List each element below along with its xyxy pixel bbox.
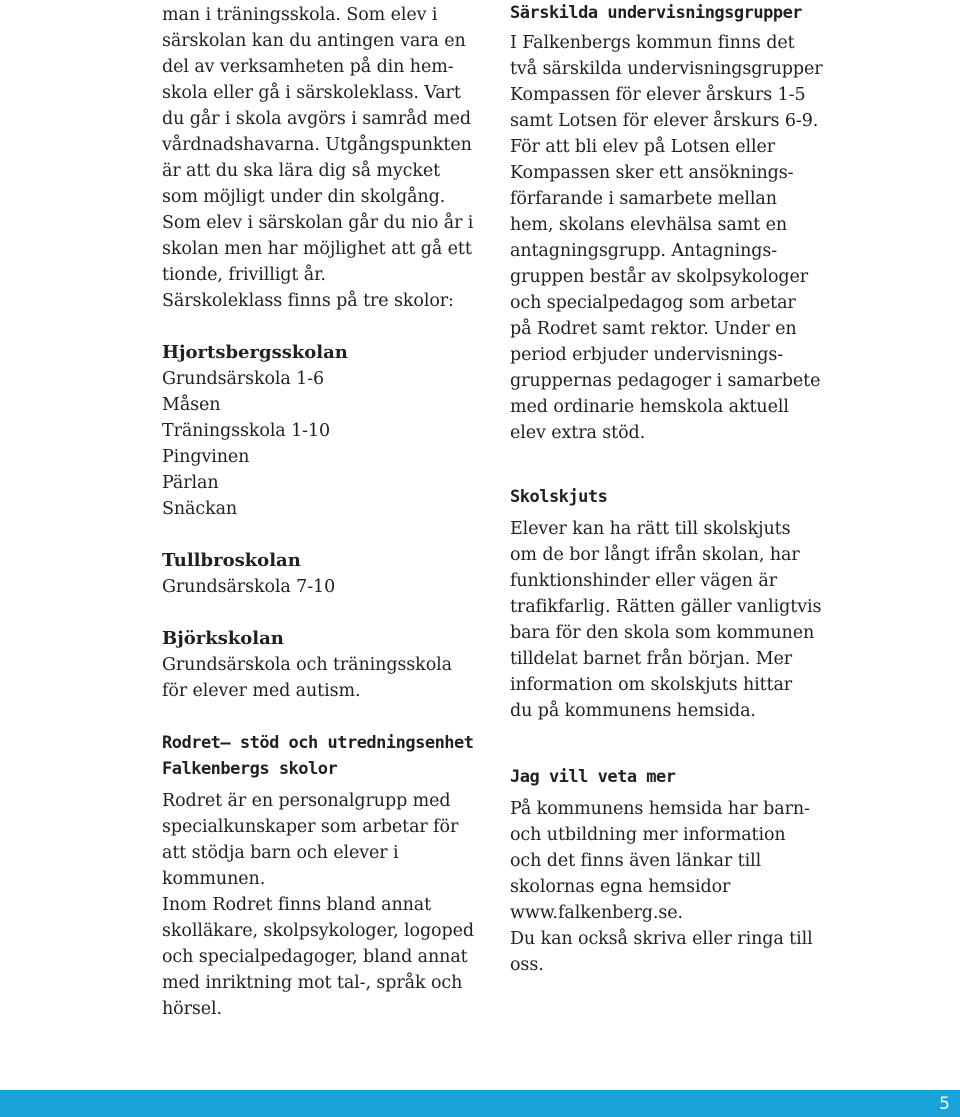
spacer <box>510 446 840 484</box>
groups-heading: Särskilda undervisningsgrupper <box>510 3 803 23</box>
groups-paragraph: I Falkenbergs kommun finns det två särskilda undervisningsgrupper Kompassen för elever årskurs 1-5 samt Lotsen för elever årskurs 6-9. För att bli elev på Lotsen eller Kompassen sker ett ansöknings- förfarande i samarbete mellan hem, skolans elevhälsa samt en antagningsgrupp. Antagnings- gruppen består av skolpsykologer och specialpedagog som arbetar på Rodret samt rektor. Under en period erbjuder undervisnings- gruppernas pedagoger i samarbete med ordinarie hemskola aktuell elev extra stöd. <box>510 33 823 443</box>
spacer <box>162 522 492 548</box>
rodret-heading: Rodret– stöd och utredningsenhet Falkenbergs skolor <box>162 733 474 779</box>
more-info-paragraph: På kommunens hemsida har barn- och utbildning mer information och det finns även länkar till skolornas egna hemsidor www.falkenberg.se. Du kan också skriva eller ringa till oss. <box>510 799 813 975</box>
transport-paragraph: Elever kan ha rätt till skolskjuts om de bor långt ifrån skolan, har funktionshinder eller vägen är trafikfarlig. Rätten gäller vanligtvis bara för den skola som kommunen tilldelat barnet från början. Mer information om skolskjuts hittar du på kommunens hemsida. <box>510 519 822 721</box>
school-name-tullbroskolan: Tullbroskolan <box>162 550 301 571</box>
spacer <box>162 600 492 626</box>
more-info-heading: Jag vill veta mer <box>510 767 676 787</box>
school-details-tullbroskolan: Grundsärskola 7-10 <box>162 577 336 597</box>
left-column <box>162 2 492 1022</box>
intro-paragraph: man i träningsskola. Som elev i särskolan kan du antingen vara en del av verksamheten på din hem- skola eller gå i särskoleklass. Vart du går i skola avgörs i samråd med vårdnadshavarna. Utgångspunkten är att du ska lära dig så mycket som möjligt under din skolgång. Som elev i särskolan går du nio år i skolan men har möjlighet att gå ett tionde, frivilligt år. Särskoleklass finns på tre skolor: <box>162 5 474 311</box>
footer-bar <box>0 1090 960 1117</box>
spacer <box>162 704 492 730</box>
transport-heading: Skolskjuts <box>510 487 608 507</box>
spacer <box>510 724 840 764</box>
right-column <box>510 0 840 978</box>
page-number: 5 <box>939 1094 950 1114</box>
spacer <box>162 314 492 340</box>
school-details-hjortsbergsskolan: Grundsärskola 1-6 Måsen Träningsskola 1-10 Pingvinen Pärlan Snäckan <box>162 369 331 519</box>
school-name-bjorkskolan: Björkskolan <box>162 628 284 649</box>
rodret-paragraph: Rodret är en personalgrupp med specialkunskaper som arbetar för att stödja barn och elever i kommunen. Inom Rodret finns bland annat skolläkare, skolpsykologer, logoped och specialpedagoger, bland annat med inriktning mot tal-, språk och hörsel. <box>162 791 474 1019</box>
school-details-bjorkskolan: Grundsärskola och träningsskola för elever med autism. <box>162 655 452 701</box>
school-name-hjortsbergsskolan: Hjortsbergsskolan <box>162 342 348 363</box>
